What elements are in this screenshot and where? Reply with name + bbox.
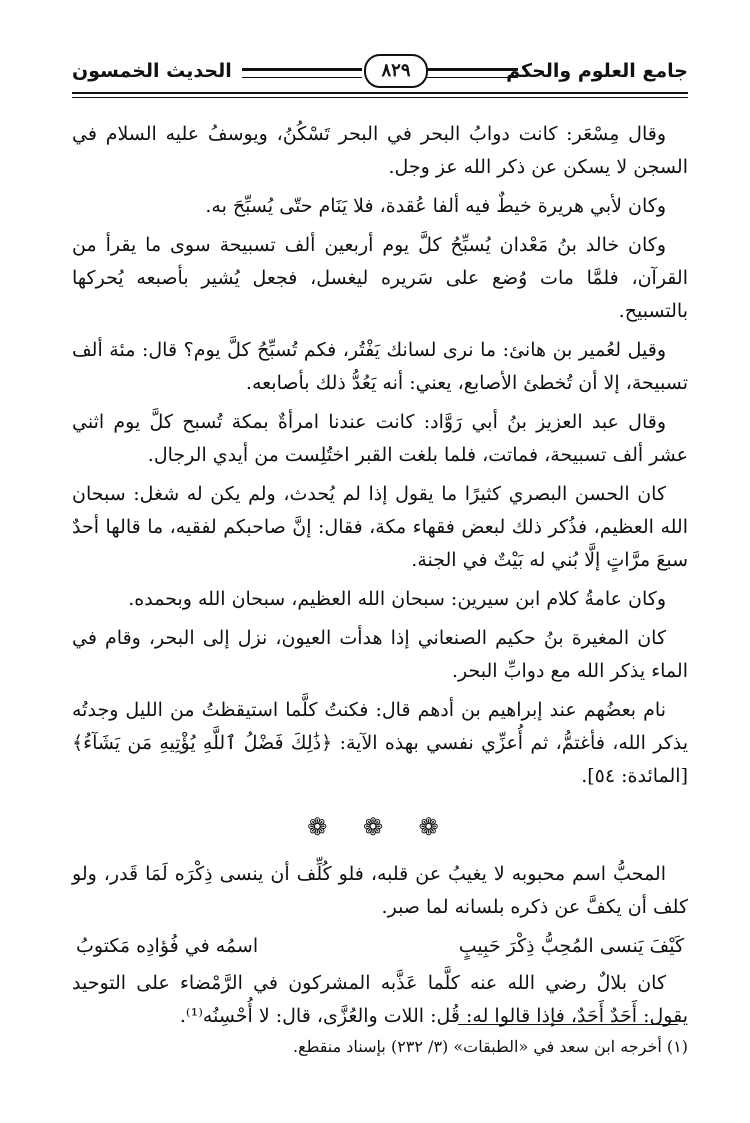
footnote-divider — [458, 1024, 678, 1025]
poetry-verse — [72, 930, 688, 963]
verse-second-hemistich: اسمُه في فُؤادِه مَكتوبُ — [76, 935, 259, 957]
paragraph: نام بعضُهم عند إبراهيم بن أدهم قال: فكنتُ كلَّما استيقظتُ من الليل وجدتُه يذكر الله، فأغتمُّ، ثم أُعزِّي نفسي بهذه الآية: ﴿ذَٰلِكَ فَضْلُ ٱللَّهِ يُؤْتِيهِ مَن يَشَآءُ﴾ [المائدة: ٥٤]. — [72, 699, 688, 787]
header-rule-left — [242, 68, 362, 78]
paragraph: وكان لأبي هريرة خيطٌ فيه ألفا عُقدة، فلا يَنَام حتّى يُسبِّحَ به. — [205, 195, 666, 217]
book-title: جامع العلوم والحكم — [506, 60, 688, 82]
chapter-title: الحديث الخمسون — [72, 60, 232, 82]
footnote: (١) أخرجه ابن سعد في «الطبقات» (٣/ ٢٣٢) بإسناد منقطع. — [292, 1037, 688, 1056]
paragraph: المحبُّ اسم محبوبه لا يغيبُ عن قلبه، فلو كُلِّف أن ينسى ذِكْرَه لَمَا قَدر، ولو كلف أن يكفَّ عن ذكره بلسانه لما صبر. — [72, 863, 688, 918]
paragraph: وقيل لعُمير بن هانئ: ما نرى لسانك يَفْتُر، فكم تُسبِّحُ كلَّ يوم؟ قال: مئة ألف تسبيحة، إلا أن تُخطئ الأصابع، يعني: أنه يَعُدُّ ذلك بأصابعه. — [72, 339, 688, 394]
paragraph: وقال مِسْعَر: كانت دوابُ البحر في البحر تَسْكُنُ، ويوسفُ عليه السلام في السجن لا يسكن عن ذكر الله عز وجل. — [72, 123, 688, 178]
section-ornament: ❁ ❁ ❁ — [307, 813, 453, 841]
paragraph: كان الحسن البصري كثيرًا ما يقول إذا لم يُحدث، ولم يكن له شغل: سبحان الله العظيم، فذُكر ذلك لبعض فقهاء مكة، فقال: إنَّ صاحبكم لفقيه، ما قالها أحدٌ سبعَ مرَّاتٍ إلَّا بُني له بَيْتٌ في الجنة. — [72, 483, 688, 571]
paragraph: وكان خالد بنُ مَعْدان يُسبِّحُ كلَّ يوم أربعين ألف تسبيحة سوى ما يقرأ من القرآن، فلمَّا مات وُضع على سَريره ليغسل، فجعل يُشير بأصبعه يُحركها بالتسبيح. — [72, 234, 688, 322]
paragraph: وقال عبد العزيز بنُ أبي رَوَّاد: كانت عندنا امرأةٌ بمكة تُسبح كلَّ يوم اثني عشر ألف تسبيحة، فماتت، فلما بلغت القبر اختُلِست من أيدي الرجال. — [72, 411, 688, 466]
page-number: ٨٢٩ — [364, 54, 428, 88]
page-header — [72, 52, 688, 92]
paragraph: كان بلالٌ رضي الله عنه كلَّما عَذَّبه المشركون في الرَّمْضاء على التوحيد يقول: أَحَدٌ أَحَدٌ، فإذا قالوا له: قُل: اللات والعُزَّى، قال: لا أُحْسِنُه⁽¹⁾. — [72, 972, 688, 1027]
header-divider — [72, 92, 688, 98]
verse-first-hemistich: كَيْفَ يَنسى المُحِبُّ ذِكْرَ حَبِيبٍ — [458, 935, 684, 957]
main-text — [72, 118, 688, 1039]
paragraph: وكان عامةُ كلام ابن سيرين: سبحان الله العظيم، سبحان الله وبحمده. — [128, 588, 666, 610]
paragraph: كان المغيرة بنُ حكيم الصنعاني إذا هدأت العيون، نزل إلى البحر، وقام في الماء يذكر الله مع دوابِّ البحر. — [72, 627, 688, 682]
